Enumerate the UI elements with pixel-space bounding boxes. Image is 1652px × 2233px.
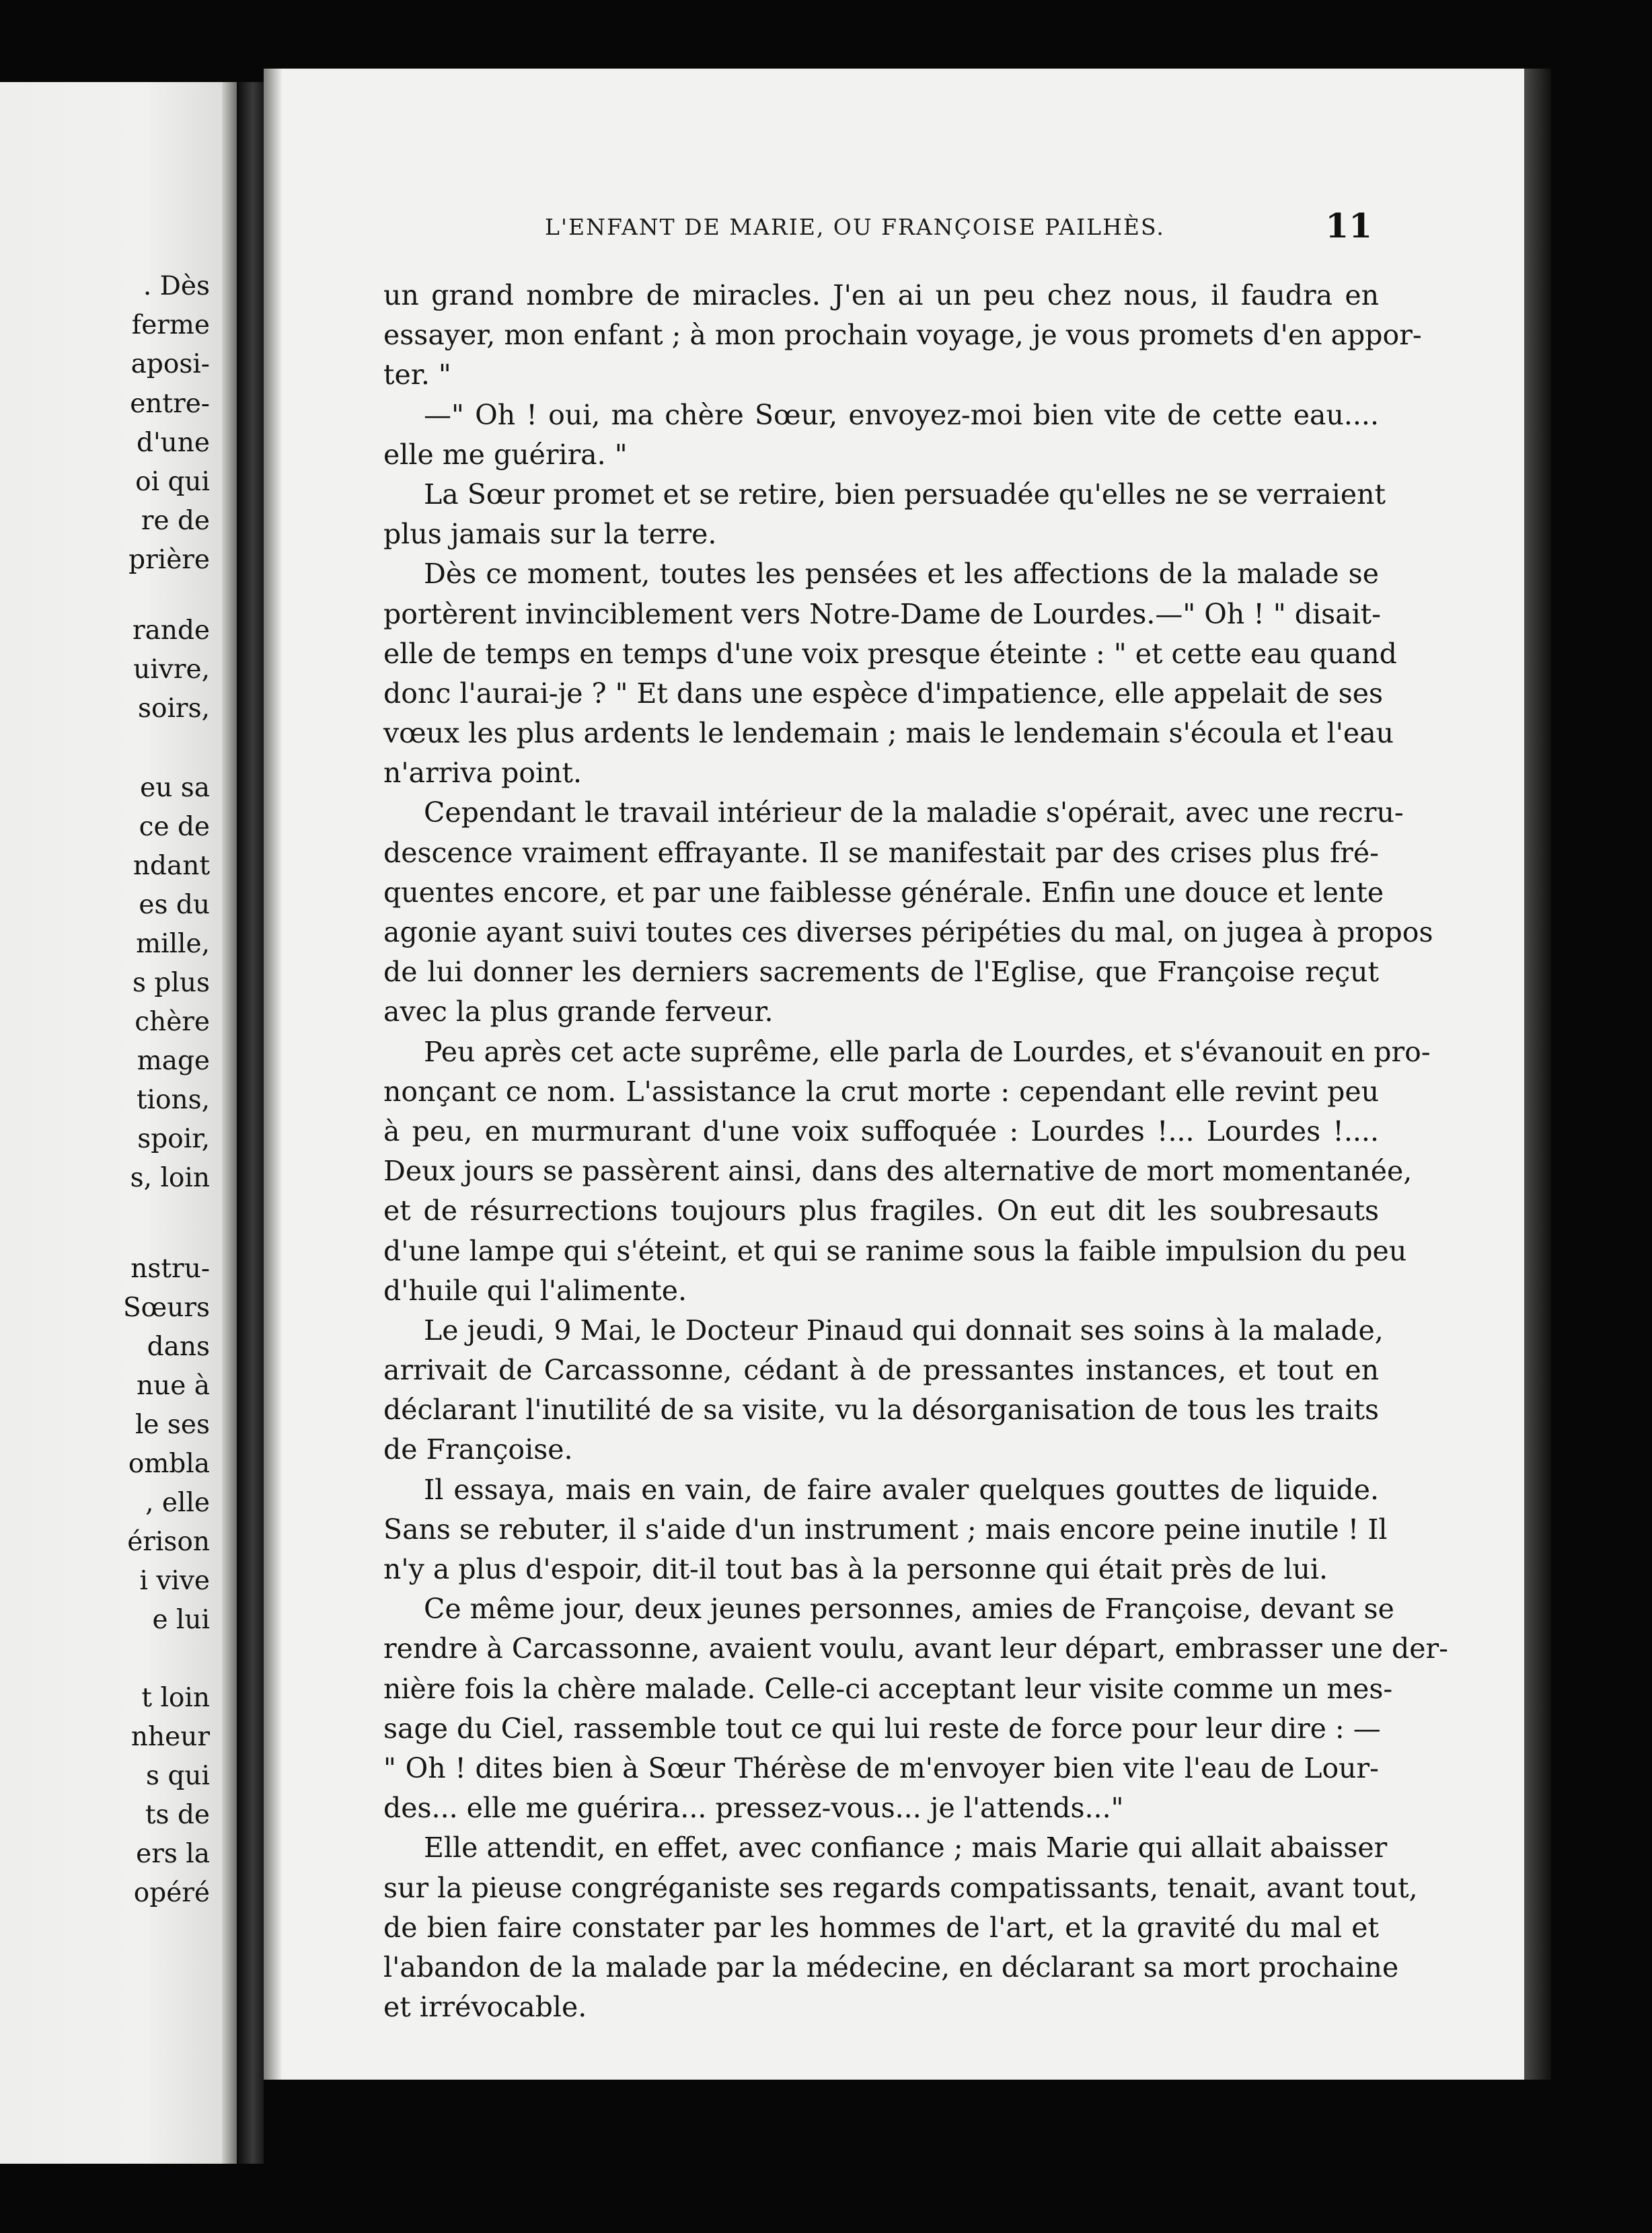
left-page-fragment: i vive	[139, 1566, 210, 1596]
body-line: nière fois la chère malade. Celle-ci acceptant leur visite comme un mes-	[383, 1672, 1393, 1705]
body-line: vœux les plus ardents le lendemain ; mais le lendemain s'écoula et l'eau	[383, 717, 1394, 750]
body-line: portèrent invinciblement vers Notre-Dame de Lourdes.—" Oh ! " disait-	[383, 597, 1382, 630]
body-line: plus jamais sur la terre.	[383, 518, 717, 551]
body-line: Ce même jour, deux jeunes personnes, amies de Françoise, devant se	[424, 1593, 1394, 1626]
left-page-fragment: chère	[135, 1007, 210, 1037]
body-line: avec la plus grande ferveur.	[383, 995, 774, 1028]
body-text	[383, 276, 1448, 2027]
body-line: Elle attendit, en effet, avec confiance ; mais Marie qui allait abaisser	[424, 1831, 1388, 1864]
body-line: d'une lampe qui s'éteint, et qui se ranime sous la faible impulsion du peu	[383, 1234, 1407, 1267]
left-page-fragment: d'une	[136, 428, 210, 458]
left-page-fragment: s, loin	[130, 1163, 210, 1193]
left-page-fragment: e lui	[152, 1605, 210, 1635]
body-line: —" Oh ! oui, ma chère Sœur, envoyez-moi bien vite de cette eau....	[424, 398, 1379, 431]
left-page-fragment: nheur	[130, 1722, 210, 1752]
left-page-gutter-shadow	[222, 82, 237, 2164]
body-line: rendre à Carcassonne, avaient voulu, avant leur départ, embrasser une der-	[383, 1632, 1448, 1665]
body-line: agonie ayant suivi toutes ces diverses péripéties du mal, on jugea à propos	[383, 916, 1433, 948]
left-page-fragment: le ses	[135, 1410, 210, 1440]
left-page-fragment: dans	[147, 1332, 210, 1362]
left-page-fragment: prière	[128, 545, 210, 575]
left-page-fragment: t loin	[141, 1683, 210, 1713]
body-line: Deux jours se passèrent ainsi, dans des alternative de mort momentanée,	[383, 1155, 1413, 1188]
body-line: nonçant ce nom. L'assistance la crut morte : cependant elle revint peu	[383, 1075, 1379, 1108]
body-line: à peu, en murmurant d'une voix suffoquée : Lourdes !... Lourdes !....	[383, 1114, 1379, 1147]
body-line: " Oh ! dites bien à Sœur Thérèse de m'envoyer bien vite l'eau de Lour-	[383, 1751, 1379, 1784]
left-page-fragment: soirs,	[137, 693, 210, 724]
left-facing-page	[0, 82, 237, 2164]
body-line: Peu après cet acte suprême, elle parla de Lourdes, et s'évanouit en pro-	[424, 1035, 1431, 1068]
running-head: L'ENFANT DE MARIE, OU FRANÇOISE PAILHÈS.	[545, 214, 1165, 240]
left-page-fragment: ferme	[131, 310, 210, 340]
left-page-fragment: ers la	[136, 1839, 210, 1869]
body-line: Le jeudi, 9 Mai, le Docteur Pinaud qui donnait ses soins à la malade,	[424, 1314, 1384, 1347]
left-page-fragment: , elle	[145, 1488, 210, 1518]
left-page-fragment: rande	[132, 615, 210, 646]
body-line: l'abandon de la malade par la médecine, en déclarant sa mort prochaine	[383, 1951, 1399, 1983]
body-line: sur la pieuse congréganiste ses regards compatissants, tenait, avant tout,	[383, 1871, 1418, 1904]
body-line: des... elle me guérira... pressez-vous... je l'attends..."	[383, 1792, 1124, 1825]
body-line: arrivait de Carcassonne, cédant à de pressantes instances, et tout en	[383, 1354, 1379, 1387]
body-line: quentes encore, et par une faiblesse générale. Enfin une douce et lente	[383, 876, 1384, 909]
body-line: La Sœur promet et se retire, bien persuadée qu'elles ne se verraient	[424, 478, 1386, 510]
left-page-fragment: re de	[141, 506, 210, 536]
book-spine	[237, 82, 264, 2164]
body-line: essayer, mon enfant ; à mon prochain voyage, je vous promets d'en appor-	[383, 319, 1422, 352]
left-page-fragment: . Dès	[143, 271, 210, 301]
left-page-fragment: entre-	[130, 389, 210, 419]
left-page-fragment: mage	[137, 1046, 210, 1076]
body-line: donc l'aurai-je ? " Et dans une espèce d'impatience, elle appelait de ses	[383, 677, 1384, 710]
left-page-fragment: es du	[139, 890, 210, 920]
body-line: et irrévocable.	[383, 1991, 587, 2024]
left-page-fragment: oi qui	[135, 467, 210, 497]
body-line: d'huile qui l'alimente.	[383, 1274, 687, 1307]
left-page-fragment: nue à	[137, 1371, 210, 1401]
left-page-fragment: ombla	[128, 1449, 210, 1479]
left-page-fragment: ce de	[139, 812, 210, 842]
page-header	[377, 206, 1372, 256]
body-line: Sans se rebuter, il s'aide d'un instrument ; mais encore peine inutile ! Il	[383, 1513, 1388, 1546]
page-edge-shadow	[1524, 69, 1551, 2080]
left-page-fragment: Sœurs	[122, 1293, 210, 1323]
body-line: de bien faire constater par les hommes de l'art, et la gravité du mal et	[383, 1911, 1379, 1944]
left-page-fragment: mille,	[136, 929, 210, 959]
left-page-fragment: ndant	[133, 851, 210, 881]
body-line: de Françoise.	[383, 1433, 573, 1466]
body-line: Cependant le travail intérieur de la maladie s'opérait, avec une recru-	[424, 796, 1404, 829]
body-line: et de résurrections toujours plus fragiles. On eut dit les soubresauts	[383, 1195, 1379, 1227]
left-page-fragment: aposi-	[130, 349, 210, 379]
body-line: de lui donner les derniers sacrements de l'Eglise, que Françoise reçut	[383, 956, 1379, 989]
body-line: descence vraiment effrayante. Il se manifestait par des crises plus fré-	[383, 836, 1379, 869]
left-page-fragment: érison	[127, 1527, 210, 1557]
page-number: 11	[1325, 206, 1372, 245]
body-line: sage du Ciel, rassemble tout ce qui lui reste de force pour leur dire : —	[383, 1712, 1381, 1745]
body-line: elle de temps en temps d'une voix presque éteinte : " et cette eau quand	[383, 637, 1397, 670]
body-line: n'arriva point.	[383, 757, 583, 790]
body-line: n'y a plus d'espoir, dit-il tout bas à la personne qui était près de lui.	[383, 1553, 1328, 1585]
inner-margin-shadow	[264, 69, 283, 2080]
left-page-fragment: opéré	[133, 1878, 210, 1908]
body-line: elle me guérira. "	[383, 438, 628, 471]
left-page-fragment: tions,	[136, 1085, 210, 1115]
body-line: Il essaya, mais en vain, de faire avaler quelques gouttes de liquide.	[424, 1473, 1379, 1506]
left-page-fragment: ts de	[145, 1800, 210, 1830]
body-line: déclarant l'inutilité de sa visite, vu la désorganisation de tous les traits	[383, 1394, 1379, 1427]
body-line: ter. "	[383, 358, 451, 391]
left-page-fragment: s plus	[133, 968, 210, 998]
left-page-fragment: uivre,	[133, 654, 210, 685]
body-line: un grand nombre de miracles. J'en ai un peu chez nous, il faudra en	[383, 279, 1379, 311]
left-page-fragment: nstru-	[130, 1254, 210, 1284]
left-page-fragment: spoir,	[137, 1124, 210, 1154]
body-line: Dès ce moment, toutes les pensées et les affections de la malade se	[424, 558, 1379, 591]
left-page-fragment: s qui	[146, 1761, 210, 1791]
left-page-fragment: eu sa	[140, 773, 210, 803]
